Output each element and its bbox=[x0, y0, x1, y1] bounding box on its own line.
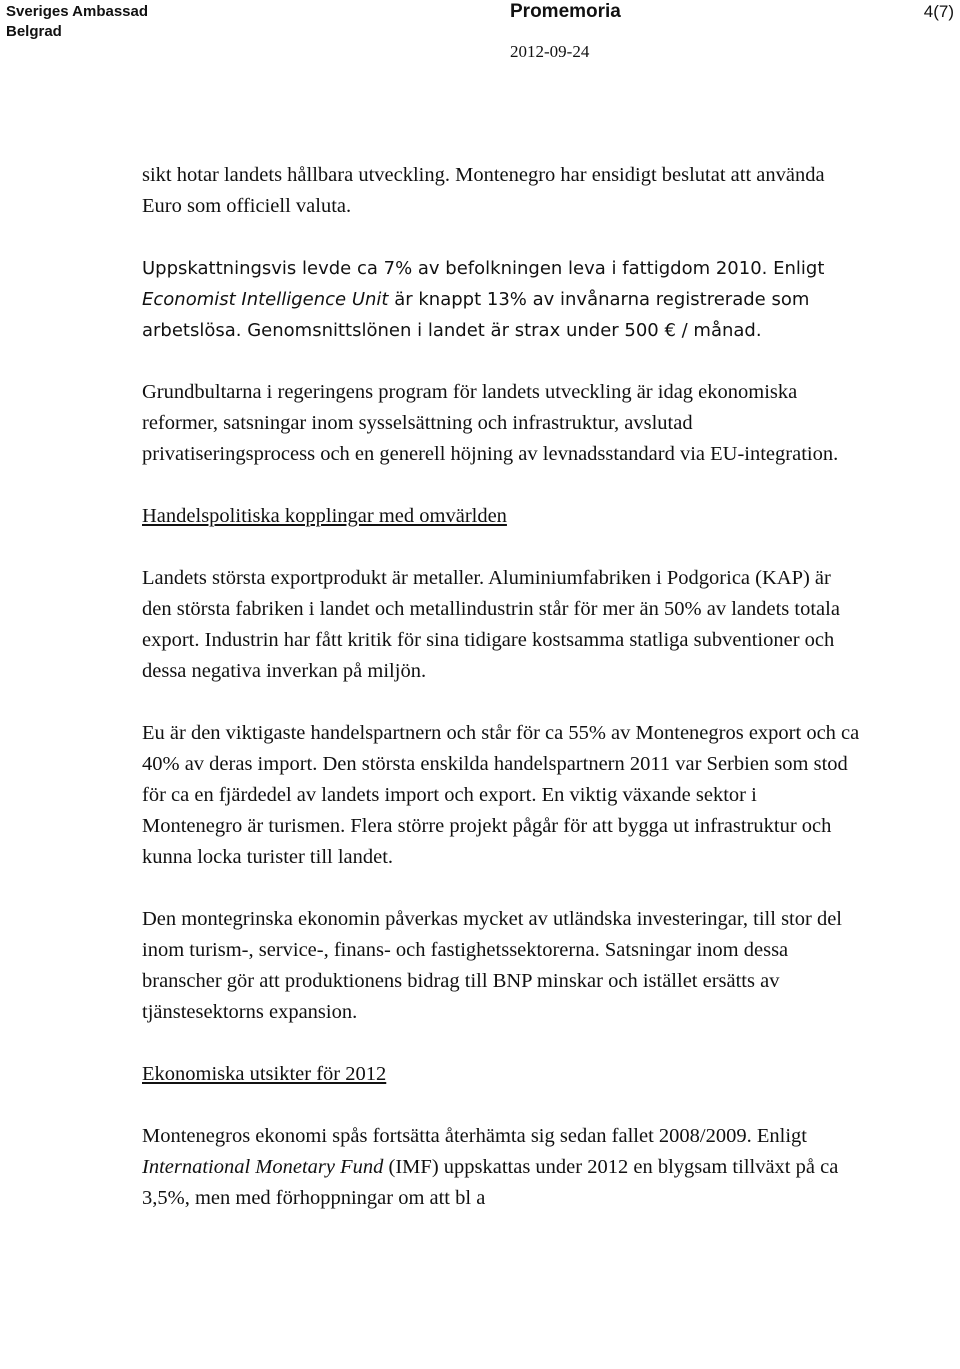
header-organization: Sveriges Ambassad bbox=[6, 3, 149, 20]
paragraph-investments: Den montegrinska ekonomin påverkas mycket av utländska investeringar, till stor del inom turism-, service-, finans- och fastighetssektorerna. Satsningar inom dessa branscher gör att produktionens bidrag till BNP minskar och istället ersätts av tjänstesektorns expansion. bbox=[142, 908, 842, 1023]
paragraph-poverty bbox=[142, 253, 862, 346]
paragraph-exports: Landets största exportprodukt är metaller. Aluminiumfabriken i Podgorica (KAP) är den största fabriken i landet och metallindustrin står för mer än 50% av landets totala export. Industrin har fått kritik för sina tidigare kostsamma statliga subventioner och dessa negativa inverkan på miljön. bbox=[142, 567, 840, 682]
header-page-number: 4(7) bbox=[923, 2, 954, 21]
source-imf: International Monetary Fund bbox=[142, 1156, 384, 1178]
document-body bbox=[142, 160, 862, 1214]
paragraph-outlook bbox=[142, 1121, 862, 1214]
header-date: 2012-09-24 bbox=[510, 42, 590, 61]
section-heading-trade: Handelspolitiska kopplingar med omvärlden bbox=[142, 505, 507, 527]
unemployment-rest: är knappt 13% av invånarna registrerade som arbetslösa. Genomsnittslönen i landet är strax under 500 € / månad. bbox=[142, 289, 810, 341]
header-city: Belgrad bbox=[6, 23, 62, 40]
paragraph-government-program: Grundbultarna i regeringens program för landets utveckling är idag ekonomiska reformer, satsningar inom sysselsättning och infrastruktur, avslutad privatiseringsprocess och en generell höjning av levnadsstandard via EU-integration. bbox=[142, 381, 839, 465]
source-eiu: Economist Intelligence Unit bbox=[142, 289, 389, 310]
outlook-rest: (IMF) uppskattas under 2012 en blygsam tillväxt på ca 3,5%, men med förhoppningar om att bl a bbox=[142, 1156, 839, 1209]
section-heading-outlook: Ekonomiska utsikter för 2012 bbox=[142, 1063, 387, 1085]
outlook-prefix: Montenegros ekonomi spås fortsätta återhämta sig sedan fallet 2008/2009. Enligt bbox=[142, 1125, 807, 1147]
paragraph-continued: sikt hotar landets hållbara utveckling. Montenegro har ensidigt beslutat att använda Euro som officiell valuta. bbox=[142, 164, 825, 217]
header-doc-type: Promemoria bbox=[510, 1, 621, 22]
poverty-sentence: Uppskattningsvis levde ca 7% av befolkningen leva i fattigdom 2010. bbox=[142, 258, 768, 279]
paragraph-trade-partners: Eu är den viktigaste handelspartnern och står för ca 55% av Montenegros export och ca 40% av deras import. Den största enskilda handelspartnern 2011 var Serbien som stod för ca en fjärdedel av landets import och export. En viktig växande sektor i Montenegro är turismen. Flera större projekt pågår för att bygga ut infrastruktur och kunna locka turister till landet. bbox=[142, 722, 860, 868]
unemployment-prefix: Enligt bbox=[773, 258, 825, 279]
